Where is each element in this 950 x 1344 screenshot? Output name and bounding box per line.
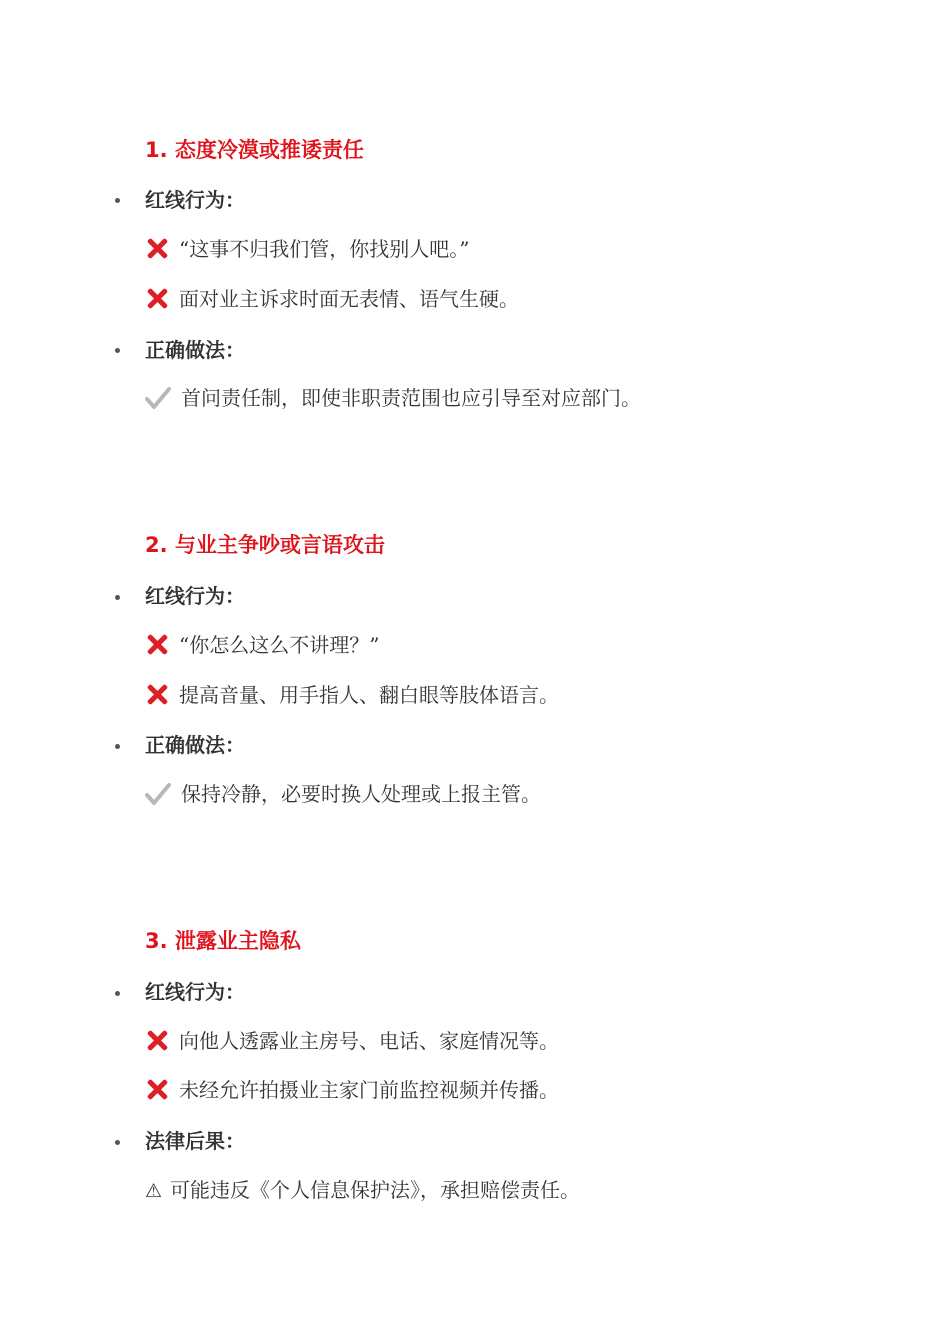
section-1-item-2 [145, 285, 519, 313]
bullet-icon [115, 1140, 120, 1145]
item-text: 可能违反《个人信息保护法》，承担赔偿责任。 [170, 1178, 581, 1202]
section-2-item-3 [145, 780, 541, 808]
item-text: 保持冷静，必要时换人处理或上报主管。 [181, 782, 541, 806]
item-text: “你怎么这么不讲理？” [179, 633, 380, 657]
check-mark-icon [145, 386, 171, 410]
cross-mark-icon [145, 632, 169, 656]
section-3-item-1 [145, 1027, 559, 1055]
section-1-item-1 [145, 235, 469, 263]
warning-icon: ⚠ [145, 1180, 163, 1202]
cross-mark-icon [145, 1028, 169, 1052]
section-1-group-1-label: 红线行为： [145, 188, 245, 212]
bullet-icon [115, 348, 120, 353]
section-3-item-3 [145, 1176, 580, 1205]
bullet-icon [115, 991, 120, 996]
item-text: 提高音量、用手指人、翻白眼等肢体语言。 [179, 683, 559, 707]
section-1-item-3 [145, 384, 641, 412]
section-2-group-2-label: 正确做法： [145, 733, 245, 757]
section-1-title: 1. 态度冷漠或推诿责任 [145, 138, 364, 162]
bullet-icon [115, 595, 120, 600]
section-2-title: 2. 与业主争吵或言语攻击 [145, 533, 385, 557]
bullet-icon [115, 198, 120, 203]
section-2-item-1 [145, 631, 379, 659]
section-3-group-1-label: 红线行为： [145, 980, 245, 1004]
section-2-item-2 [145, 681, 559, 709]
cross-mark-icon [145, 286, 169, 310]
check-mark-icon [145, 782, 171, 806]
section-1-group-2-label: 正确做法： [145, 338, 245, 362]
cross-mark-icon [145, 682, 169, 706]
cross-mark-icon [145, 1077, 169, 1101]
cross-mark-icon [145, 236, 169, 260]
item-text: 向他人透露业主房号、电话、家庭情况等。 [179, 1029, 559, 1053]
section-2-group-1-label: 红线行为： [145, 584, 245, 608]
item-text: 首问责任制，即使非职责范围也应引导至对应部门。 [181, 386, 641, 410]
section-3-item-2 [145, 1076, 559, 1104]
item-text: 未经允许拍摄业主家门前监控视频并传播。 [179, 1078, 559, 1102]
item-text: 面对业主诉求时面无表情、语气生硬。 [179, 287, 519, 311]
section-3-title: 3. 泄露业主隐私 [145, 929, 301, 953]
section-3-group-2-label: 法律后果： [145, 1129, 245, 1153]
item-text: “这事不归我们管，你找别人吧。” [179, 237, 470, 261]
bullet-icon [115, 744, 120, 749]
